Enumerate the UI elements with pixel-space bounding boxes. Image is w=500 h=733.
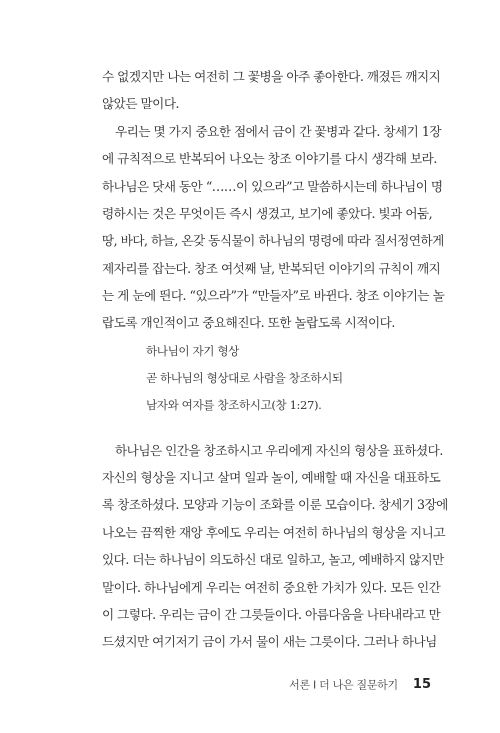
body-line: 제자리를 잡는다. 창조 여섯째 날, 반복되던 이야기의 규칙이 깨지	[102, 261, 441, 276]
body-line: 드셨지만 여기저기 금이 가서 물이 새는 그릇이다. 그러나 하나님	[102, 634, 437, 649]
running-title: 서론 I 더 나은 질문하기	[289, 678, 398, 692]
scripture-quote-line: 하나님이 자기 형상	[146, 344, 239, 358]
body-line: 않았든 말이다.	[102, 96, 179, 111]
body-line: 말이다. 하나님에게 우리는 여전히 중요한 가치가 있다. 모든 인간	[102, 580, 441, 595]
body-line: 땅, 바다, 하늘, 온갖 동식물이 하나님의 명령에 따라 질서정연하게	[102, 233, 444, 248]
body-line: 랍도록 개인적이고 중요해진다. 또한 놀랍도록 시적이다.	[102, 315, 395, 330]
body-line: 록 창조하셨다. 모양과 기능이 조화를 이룬 모습이다. 창세기 3장에	[102, 497, 448, 512]
body-line: 하나님은 인간을 창조하시고 우리에게 자신의 형상을 표하셨다.	[115, 443, 443, 458]
scripture-quote-line: 남자와 여자를 창조하시고(창 1:27).	[146, 398, 322, 412]
body-line: 령하시는 것은 무엇이든 즉시 생겼고, 보기에 좋았다. 빛과 어둠,	[102, 206, 433, 221]
body-line: 는 게 눈에 띈다. “있으라”가 “만들자”로 바뀐다. 창조 이야기는 놀	[102, 288, 445, 303]
body-line: 하나님은 닷새 동안 “……이 있으라”고 말씀하시는데 하나님이 명	[102, 179, 443, 194]
body-line: 있다. 더는 하나님이 의도하신 대로 일하고, 놀고, 예배하지 않지만	[102, 552, 444, 567]
body-line: 나오는 끔찍한 재앙 후에도 우리는 여전히 하나님의 형상을 지니고	[102, 525, 445, 540]
body-line: 수 없겠지만 나는 여전히 그 꽃병을 아주 좋아한다. 깨졌든 깨지지	[102, 69, 441, 84]
scripture-quote-line: 곧 하나님의 형상대로 사람을 창조하시되	[146, 371, 343, 385]
body-line: 이 그렇다. 우리는 금이 간 그릇들이다. 아름다움을 나타내라고 만	[102, 607, 441, 622]
body-line: 우리는 몇 가지 중요한 점에서 금이 간 꽃병과 같다. 창세기 1장	[115, 124, 442, 139]
page-number: 15	[412, 677, 431, 692]
body-line: 자신의 형상을 지니고 살며 일과 놀이, 예배할 때 자신을 대표하도	[102, 470, 441, 485]
body-line: 에 규칙적으로 반복되어 나오는 창조 이야기를 다시 생각해 보라.	[102, 151, 437, 166]
page-footer	[289, 674, 431, 693]
